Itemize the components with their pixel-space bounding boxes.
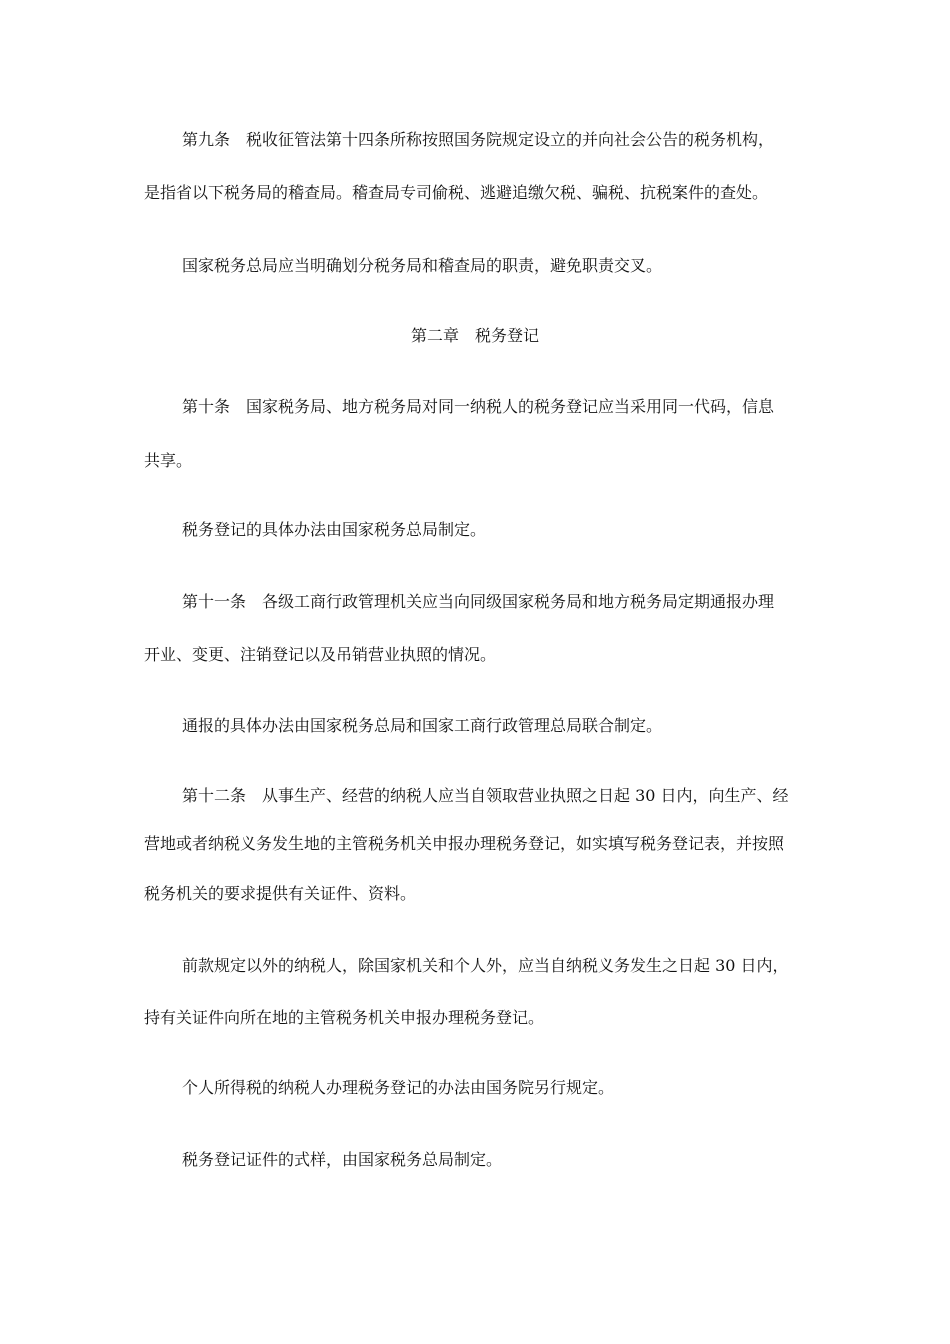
- article-9-text-1: 税收征管法第十四条所称按照国务院规定设立的并向社会公告的税务机构，: [246, 130, 775, 149]
- article-12-paragraph-3: 个人所得税的纳税人办理税务登记的办法由国务院另行规定。: [182, 1078, 615, 1097]
- article-11-line-1: [182, 592, 852, 612]
- article-11-text-1: 各级工商行政管理机关应当向同级国家税务局和地方税务局定期通报办理: [262, 592, 775, 611]
- article-12-label: 第十二条: [182, 786, 247, 805]
- article-12-line-3: 税务机关的要求提供有关证件、资料。: [144, 884, 417, 903]
- article-9-line-2: 是指省以下税务局的稽查局。稽查局专司偷税、逃避追缴欠税、骗税、抗税案件的查处。: [144, 183, 769, 202]
- article-11-label: 第十一条: [182, 592, 247, 611]
- chapter-2-title: 税务登记: [475, 326, 540, 345]
- article-10-line-2: 共享。: [144, 451, 193, 470]
- article-11-paragraph-2: 通报的具体办法由国家税务总局和国家工商行政管理总局联合制定。: [182, 716, 663, 735]
- article-9-paragraph-2: 国家税务总局应当明确划分税务局和稽查局的职责，避免职责交叉。: [182, 256, 663, 275]
- article-10-label: 第十条: [182, 397, 231, 416]
- article-10-text-1: 国家税务局、地方税务局对同一纳税人的税务登记应当采用同一代码，信息: [246, 397, 775, 416]
- chapter-2-label: 第二章: [410, 326, 459, 345]
- article-9-label: 第九条: [182, 130, 231, 149]
- article-11-line-2: 开业、变更、注销登记以及吊销营业执照的情况。: [144, 645, 497, 664]
- article-12-line-1: [182, 786, 852, 806]
- article-12-paragraph-4: 税务登记证件的式样，由国家税务总局制定。: [182, 1150, 503, 1169]
- article-9-line-1: [182, 130, 852, 150]
- article-12-line-2: 营地或者纳税义务发生地的主管税务机关申报办理税务登记，如实填写税务登记表，并按照: [144, 834, 785, 853]
- article-12-text-1: 从事生产、经营的纳税人应当自领取营业执照之日起 30 日内，向生产、经: [262, 786, 789, 805]
- article-12-paragraph-2-line-2: 持有关证件向所在地的主管税务机关申报办理税务登记。: [144, 1008, 545, 1027]
- article-10-paragraph-2: 税务登记的具体办法由国家税务总局制定。: [182, 520, 487, 539]
- article-10-line-1: [182, 397, 852, 417]
- chapter-2-heading: [0, 326, 950, 346]
- article-12-paragraph-2-line-1: 前款规定以外的纳税人，除国家机关和个人外，应当自纳税义务发生之日起 30 日内，: [182, 956, 789, 975]
